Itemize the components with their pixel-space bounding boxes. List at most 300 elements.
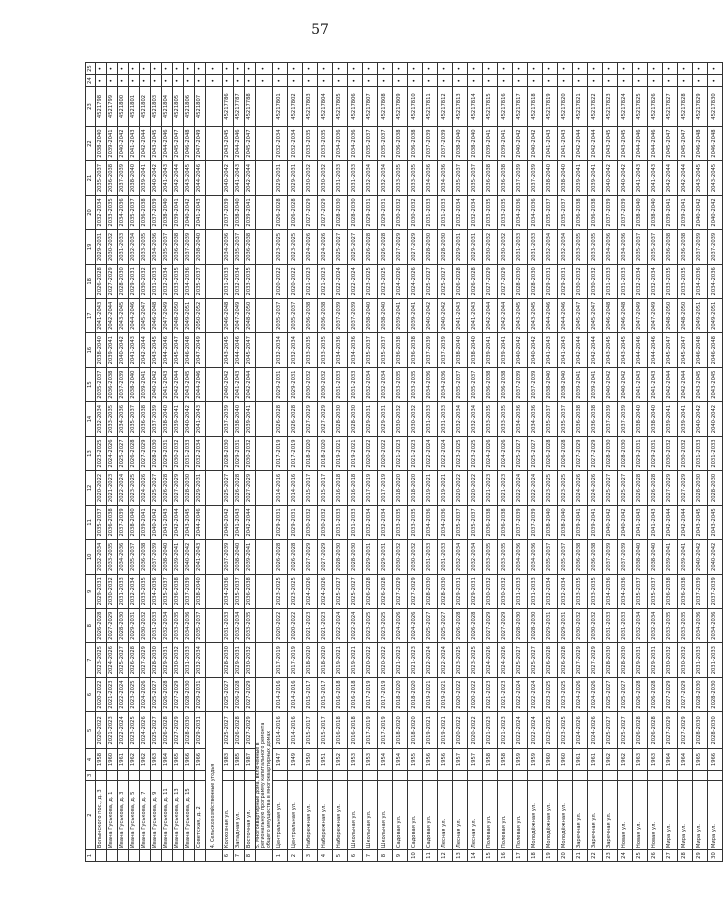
period-cell: 2048-2050 bbox=[173, 299, 184, 333]
period-cell: 2019-2021 bbox=[348, 643, 363, 677]
table-row bbox=[107, 63, 118, 862]
column-number-header: 11 bbox=[86, 505, 96, 539]
flag-cell bbox=[498, 770, 513, 781]
period-cell: 2037-2039 bbox=[151, 195, 162, 229]
period-cell: 2028-2030 bbox=[618, 436, 633, 470]
period-cell: 2040-2042 bbox=[708, 540, 723, 574]
period-cell: 2039-2041 bbox=[588, 161, 603, 195]
table-row bbox=[633, 63, 648, 862]
period-cell: 2040-2042 bbox=[118, 126, 129, 160]
flag-cell bbox=[303, 770, 318, 781]
period-cell: 2030-2032 bbox=[408, 195, 423, 229]
period-cell: 2040-2042 bbox=[708, 402, 723, 436]
period-cell: 2039-2041 bbox=[107, 333, 118, 367]
period-cell: 2037-2039 bbox=[528, 161, 543, 195]
period-cell: 2031-2033 bbox=[528, 574, 543, 608]
address-cell: Садовая ул. bbox=[393, 781, 408, 850]
table-row bbox=[363, 63, 378, 862]
period-cell: 2029-2031 bbox=[96, 574, 107, 608]
period-cell: 2023-2025 bbox=[363, 609, 378, 643]
period-cell: 2021-2023 bbox=[107, 712, 118, 749]
period-cell: 2030-2032 bbox=[498, 574, 513, 608]
mark-cell: • bbox=[303, 75, 318, 87]
mark-cell: • bbox=[273, 75, 288, 87]
flag-cell bbox=[603, 770, 618, 781]
year-built-cell: 1985 bbox=[234, 749, 245, 770]
period-cell: 2038-2040 bbox=[378, 299, 393, 333]
period-cell: 2026-2028 bbox=[234, 712, 245, 749]
period-cell: 2032-2034 bbox=[288, 126, 303, 160]
period-cell: 2038-2040 bbox=[633, 195, 648, 229]
period-cell: 2029-2031 bbox=[363, 195, 378, 229]
empty-cell bbox=[256, 643, 273, 677]
period-cell: 2023-2025 bbox=[558, 471, 573, 505]
column-number-header: 3 bbox=[86, 770, 96, 781]
period-cell: 2031-2033 bbox=[603, 264, 618, 298]
code-cell: 45217815 bbox=[483, 87, 498, 127]
period-cell: 2045-2047 bbox=[678, 333, 693, 367]
period-cell: 2036-2038 bbox=[318, 299, 333, 333]
period-cell: 2037-2039 bbox=[423, 126, 438, 160]
table-row bbox=[348, 63, 363, 862]
year-built-cell: 1963 bbox=[648, 749, 663, 770]
flag-cell bbox=[393, 770, 408, 781]
period-cell: 2039-2041 bbox=[173, 540, 184, 574]
period-cell: 2034-2036 bbox=[151, 574, 162, 608]
period-cell: 2033-2035 bbox=[588, 230, 603, 264]
period-cell: 2041-2043 bbox=[162, 367, 173, 401]
period-cell: 2033-2035 bbox=[173, 609, 184, 643]
period-cell: 2029-2031 bbox=[468, 574, 483, 608]
code-cell: 45217807 bbox=[363, 87, 378, 127]
period-cell: 2019-2021 bbox=[333, 436, 348, 470]
period-cell: 2035-2037 bbox=[162, 230, 173, 264]
period-cell: 2021-2023 bbox=[498, 471, 513, 505]
period-cell: 2025-2027 bbox=[118, 643, 129, 677]
year-built-cell: 1965 bbox=[173, 749, 184, 770]
period-cell: 2015-2017 bbox=[318, 712, 333, 749]
mark-cell: • bbox=[633, 63, 648, 75]
period-cell: 2026-2028 bbox=[234, 677, 245, 711]
period-cell: 2028-2030 bbox=[438, 230, 453, 264]
code-cell: 45217827 bbox=[663, 87, 678, 127]
period-cell: 2023-2025 bbox=[543, 471, 558, 505]
period-cell: 2028-2030 bbox=[333, 540, 348, 574]
row-number: 30 bbox=[708, 850, 723, 862]
row-number bbox=[140, 850, 151, 862]
period-cell: 2042-2044 bbox=[678, 505, 693, 539]
period-cell: 2028-2030 bbox=[693, 471, 708, 505]
period-cell: 2037-2039 bbox=[223, 402, 234, 436]
address-cell: Полевая ул. bbox=[498, 781, 513, 850]
period-cell: 2020-2022 bbox=[96, 712, 107, 749]
period-cell: 2034-2036 bbox=[438, 505, 453, 539]
mark-cell: • bbox=[333, 63, 348, 75]
period-cell: 2039-2041 bbox=[393, 299, 408, 333]
period-cell: 2026-2028 bbox=[468, 609, 483, 643]
mark-cell: • bbox=[363, 75, 378, 87]
period-cell: 2038-2040 bbox=[96, 126, 107, 160]
period-cell: 2042-2044 bbox=[140, 333, 151, 367]
period-cell: 2046-2048 bbox=[618, 299, 633, 333]
row-number: 8 bbox=[245, 850, 256, 862]
period-cell: 2036-2038 bbox=[498, 161, 513, 195]
period-cell: 2030-2032 bbox=[303, 161, 318, 195]
period-cell: 2034-2036 bbox=[423, 161, 438, 195]
period-cell: 2026-2028 bbox=[558, 436, 573, 470]
period-cell: 2030-2032 bbox=[140, 264, 151, 298]
period-cell: 2021-2023 bbox=[408, 436, 423, 470]
mark-cell: • bbox=[678, 63, 693, 75]
year-built-cell: 1966 bbox=[184, 749, 195, 770]
column-number-header: 15 bbox=[86, 367, 96, 401]
column-number-header: 13 bbox=[86, 436, 96, 470]
period-cell: 2032-2034 bbox=[96, 402, 107, 436]
year-built-cell: 1960 bbox=[558, 749, 573, 770]
column-number-header: 9 bbox=[86, 574, 96, 608]
mark-cell: • bbox=[498, 75, 513, 87]
period-cell: 2041-2043 bbox=[633, 367, 648, 401]
period-cell: 2030-2032 bbox=[318, 367, 333, 401]
period-cell: 2021-2023 bbox=[498, 712, 513, 749]
row-number: 13 bbox=[453, 850, 468, 862]
period-cell: 2037-2039 bbox=[118, 161, 129, 195]
period-cell: 2038-2040 bbox=[234, 402, 245, 436]
period-cell: 2044-2046 bbox=[234, 333, 245, 367]
year-built-cell: 1959 bbox=[528, 749, 543, 770]
row-number: 28 bbox=[678, 850, 693, 862]
year-built-cell: 1953 bbox=[363, 749, 378, 770]
period-cell: 2034-2036 bbox=[184, 264, 195, 298]
period-cell: 2025-2027 bbox=[423, 264, 438, 298]
mark-cell: • bbox=[223, 63, 234, 75]
year-built-cell: 1956 bbox=[438, 749, 453, 770]
period-cell: 2036-2038 bbox=[483, 161, 498, 195]
period-cell: 2029-2031 bbox=[162, 643, 173, 677]
period-cell: 2032-2034 bbox=[162, 609, 173, 643]
period-cell: 2021-2023 bbox=[393, 436, 408, 470]
mark-cell: • bbox=[333, 75, 348, 87]
period-cell: 2038-2040 bbox=[543, 505, 558, 539]
code-cell: 45217817 bbox=[513, 87, 528, 127]
period-cell: 2037-2039 bbox=[151, 540, 162, 574]
period-cell: 2037-2039 bbox=[118, 505, 129, 539]
period-cell: 2030-2032 bbox=[393, 402, 408, 436]
period-cell: 2024-2026 bbox=[393, 264, 408, 298]
period-cell: 2018-2020 bbox=[318, 643, 333, 677]
period-cell: 2025-2027 bbox=[513, 643, 528, 677]
period-cell: 2041-2043 bbox=[195, 402, 206, 436]
period-cell: 2032-2034 bbox=[468, 540, 483, 574]
period-cell: 2032-2034 bbox=[648, 609, 663, 643]
period-cell: 2043-2045 bbox=[693, 505, 708, 539]
period-cell: 2046-2048 bbox=[603, 299, 618, 333]
code-cell: 4521800 bbox=[118, 87, 129, 127]
period-cell: 2035-2037 bbox=[558, 540, 573, 574]
empty-cell bbox=[206, 574, 223, 608]
row-number: 19 bbox=[543, 850, 558, 862]
empty-cell bbox=[256, 299, 273, 333]
address-cell: Ивана Гуськова, д. 9 bbox=[151, 781, 162, 850]
period-cell: 2028-2030 bbox=[438, 574, 453, 608]
period-cell: 2033-2035 bbox=[408, 505, 423, 539]
period-cell: 2026-2028 bbox=[648, 712, 663, 749]
period-cell: 2037-2039 bbox=[151, 402, 162, 436]
empty-cell bbox=[206, 643, 223, 677]
row-number bbox=[107, 850, 118, 862]
column-number-header: 7 bbox=[86, 643, 96, 677]
period-cell: 2028-2030 bbox=[223, 643, 234, 677]
period-cell: 2017-2019 bbox=[288, 643, 303, 677]
period-cell: 2033-2035 bbox=[588, 574, 603, 608]
code-cell: 45217829 bbox=[693, 87, 708, 127]
row-number: 4 bbox=[318, 850, 333, 862]
period-cell: 2029-2031 bbox=[288, 505, 303, 539]
period-cell: 2043-2045 bbox=[618, 333, 633, 367]
mark-cell: • bbox=[378, 75, 393, 87]
period-cell: 2042-2044 bbox=[173, 505, 184, 539]
year-built-cell: 1961 bbox=[573, 749, 588, 770]
period-cell: 2019-2021 bbox=[438, 677, 453, 711]
period-cell: 2025-2027 bbox=[151, 712, 162, 749]
flag-cell bbox=[107, 770, 118, 781]
period-cell: 2023-2025 bbox=[468, 436, 483, 470]
period-cell: 2028-2030 bbox=[184, 677, 195, 711]
period-cell: 2019-2021 bbox=[438, 471, 453, 505]
period-cell: 2027-2029 bbox=[408, 574, 423, 608]
period-cell: 2021-2023 bbox=[107, 471, 118, 505]
row-number: 26 bbox=[648, 850, 663, 862]
flag-cell bbox=[438, 770, 453, 781]
period-cell: 2032-2034 bbox=[363, 505, 378, 539]
period-cell: 2016-2018 bbox=[348, 677, 363, 711]
period-cell: 2030-2032 bbox=[318, 161, 333, 195]
address-cell: Полевая ул. bbox=[513, 781, 528, 850]
flag-cell bbox=[513, 770, 528, 781]
period-cell: 2028-2030 bbox=[528, 264, 543, 298]
period-cell: 2020-2022 bbox=[378, 436, 393, 470]
period-cell: 2029-2031 bbox=[195, 712, 206, 749]
mark-cell: • bbox=[573, 75, 588, 87]
table-row bbox=[273, 63, 288, 862]
table-row bbox=[483, 63, 498, 862]
period-cell: 2023-2025 bbox=[453, 643, 468, 677]
period-cell: 2033-2035 bbox=[245, 609, 256, 643]
period-cell: 2026-2028 bbox=[96, 609, 107, 643]
period-cell: 2032-2034 bbox=[195, 436, 206, 470]
period-cell: 2026-2028 bbox=[129, 436, 140, 470]
flag-cell bbox=[96, 770, 107, 781]
period-cell: 2045-2047 bbox=[245, 333, 256, 367]
mark-cell: • bbox=[423, 75, 438, 87]
period-cell: 2040-2042 bbox=[184, 540, 195, 574]
code-cell: 45217816 bbox=[498, 87, 513, 127]
period-cell: 2036-2038 bbox=[573, 540, 588, 574]
empty-cell bbox=[206, 402, 223, 436]
period-cell: 2042-2044 bbox=[483, 299, 498, 333]
period-cell: 2039-2041 bbox=[245, 195, 256, 229]
period-cell: 2028-2030 bbox=[348, 402, 363, 436]
period-cell: 2018-2020 bbox=[408, 712, 423, 749]
mark-cell: • bbox=[129, 75, 140, 87]
mark-cell: • bbox=[162, 75, 173, 87]
period-cell: 2016-2018 bbox=[333, 712, 348, 749]
table-row bbox=[223, 63, 234, 862]
period-cell: 2027-2029 bbox=[498, 264, 513, 298]
table-row bbox=[184, 63, 195, 862]
period-cell: 2037-2039 bbox=[693, 230, 708, 264]
period-cell: 2025-2027 bbox=[603, 471, 618, 505]
period-cell: 2032-2034 bbox=[453, 540, 468, 574]
address-cell: Мира ул. bbox=[663, 781, 678, 850]
period-cell: 2044-2046 bbox=[633, 333, 648, 367]
code-cell: 45217806 bbox=[348, 87, 363, 127]
flag-cell bbox=[543, 770, 558, 781]
flag-cell bbox=[678, 770, 693, 781]
year-built-cell: 1954 bbox=[378, 749, 393, 770]
period-cell: 2032-2034 bbox=[648, 264, 663, 298]
period-cell: 2037-2039 bbox=[348, 299, 363, 333]
mark-cell: • bbox=[184, 75, 195, 87]
period-cell: 2031-2033 bbox=[708, 643, 723, 677]
period-cell: 2045-2047 bbox=[663, 333, 678, 367]
period-cell: 2024-2026 bbox=[483, 436, 498, 470]
period-cell: 2022-2024 bbox=[423, 436, 438, 470]
mark-cell: • bbox=[223, 75, 234, 87]
period-cell: 2019-2021 bbox=[348, 436, 363, 470]
address-cell: Ивана Гуськова, д. 5 bbox=[129, 781, 140, 850]
empty-cell bbox=[206, 677, 223, 711]
period-cell: 2034-2036 bbox=[333, 126, 348, 160]
period-cell: 2034-2036 bbox=[118, 402, 129, 436]
period-cell: 2035-2037 bbox=[468, 367, 483, 401]
period-cell: 2034-2036 bbox=[118, 195, 129, 229]
period-cell: 2037-2039 bbox=[118, 367, 129, 401]
period-cell: 2041-2043 bbox=[648, 505, 663, 539]
period-cell: 2027-2029 bbox=[483, 609, 498, 643]
period-cell: 2032-2034 bbox=[633, 264, 648, 298]
period-cell: 2039-2041 bbox=[483, 333, 498, 367]
period-cell: 2027-2029 bbox=[245, 712, 256, 749]
period-cell: 2022-2024 bbox=[438, 643, 453, 677]
period-cell: 2020-2022 bbox=[468, 677, 483, 711]
period-cell: 2025-2027 bbox=[438, 264, 453, 298]
period-cell: 2031-2033 bbox=[333, 505, 348, 539]
period-cell: 2034-2036 bbox=[333, 333, 348, 367]
section-number bbox=[256, 850, 273, 862]
period-cell: 2033-2035 bbox=[140, 574, 151, 608]
period-cell: 2034-2036 bbox=[603, 230, 618, 264]
period-cell: 2040-2042 bbox=[223, 367, 234, 401]
year-built-cell: 1987 bbox=[245, 749, 256, 770]
column-number-header: 22 bbox=[86, 126, 96, 160]
flag-cell bbox=[558, 770, 573, 781]
row-number bbox=[195, 850, 206, 862]
mark-cell: • bbox=[603, 75, 618, 87]
address-cell: Заречная ул. bbox=[573, 781, 588, 850]
flag-cell bbox=[618, 770, 633, 781]
period-cell: 2027-2029 bbox=[245, 677, 256, 711]
year-built-cell: 1958 bbox=[483, 749, 498, 770]
period-cell: 2028-2030 bbox=[708, 471, 723, 505]
mark-cell: • bbox=[438, 75, 453, 87]
mark-cell: • bbox=[468, 63, 483, 75]
period-cell: 2044-2046 bbox=[162, 333, 173, 367]
period-cell: 2022-2024 bbox=[118, 712, 129, 749]
year-built-cell: 1960 bbox=[543, 749, 558, 770]
flag-cell bbox=[288, 770, 303, 781]
period-cell: 2038-2040 bbox=[453, 126, 468, 160]
row-number: 7 bbox=[363, 850, 378, 862]
column-number-header: 4 bbox=[86, 749, 96, 770]
period-cell: 2030-2032 bbox=[245, 436, 256, 470]
period-cell: 2036-2038 bbox=[303, 299, 318, 333]
period-cell: 2034-2036 bbox=[528, 540, 543, 574]
period-cell: 2031-2033 bbox=[151, 264, 162, 298]
period-cell: 2030-2032 bbox=[483, 230, 498, 264]
period-cell: 2037-2039 bbox=[184, 230, 195, 264]
period-cell: 2044-2046 bbox=[648, 333, 663, 367]
period-cell: 2041-2043 bbox=[648, 161, 663, 195]
column-number-header: 14 bbox=[86, 402, 96, 436]
empty-cell bbox=[206, 299, 223, 333]
period-cell: 2033-2035 bbox=[498, 195, 513, 229]
period-cell: 2030-2032 bbox=[483, 574, 498, 608]
period-cell: 2036-2038 bbox=[107, 161, 118, 195]
column-number-header: 20 bbox=[86, 195, 96, 229]
period-cell: 2027-2029 bbox=[663, 471, 678, 505]
period-cell: 2036-2038 bbox=[107, 505, 118, 539]
period-cell: 2034-2036 bbox=[438, 161, 453, 195]
period-cell: 2035-2037 bbox=[648, 230, 663, 264]
period-cell: 2034-2036 bbox=[423, 505, 438, 539]
period-cell: 2023-2025 bbox=[543, 712, 558, 749]
period-cell: 2031-2033 bbox=[184, 436, 195, 470]
period-cell: 2040-2042 bbox=[223, 505, 234, 539]
period-cell: 2031-2033 bbox=[618, 264, 633, 298]
mark-cell: • bbox=[483, 63, 498, 75]
period-cell: 2046-2048 bbox=[184, 333, 195, 367]
period-cell: 2036-2038 bbox=[588, 402, 603, 436]
period-cell: 2024-2026 bbox=[483, 643, 498, 677]
period-cell: 2043-2045 bbox=[151, 126, 162, 160]
period-cell: 2030-2032 bbox=[107, 230, 118, 264]
period-cell: 2034-2036 bbox=[708, 609, 723, 643]
row-number: 27 bbox=[663, 850, 678, 862]
year-built-cell: 1947 bbox=[273, 749, 288, 770]
period-cell: 2028-2030 bbox=[151, 436, 162, 470]
empty-cell bbox=[206, 230, 223, 264]
year-built-cell: 1964 bbox=[162, 749, 173, 770]
period-cell: 2034-2036 bbox=[528, 195, 543, 229]
column-number-header: 19 bbox=[86, 230, 96, 264]
empty-cell bbox=[206, 333, 223, 367]
period-cell: 2038-2040 bbox=[468, 333, 483, 367]
period-cell: 2025-2027 bbox=[528, 436, 543, 470]
mark-cell: • bbox=[483, 75, 498, 87]
period-cell: 2025-2027 bbox=[618, 677, 633, 711]
address-cell: Новая ул. bbox=[648, 781, 663, 850]
code-cell: 45217786 bbox=[223, 87, 234, 127]
period-cell: 2030-2032 bbox=[573, 264, 588, 298]
period-cell: 2027-2029 bbox=[573, 643, 588, 677]
period-cell: 2039-2041 bbox=[663, 402, 678, 436]
period-cell: 2032-2034 bbox=[129, 230, 140, 264]
row-number: 24 bbox=[618, 850, 633, 862]
row-number: 29 bbox=[693, 850, 708, 862]
row-number: 25 bbox=[633, 850, 648, 862]
row-number: 6 bbox=[348, 850, 363, 862]
